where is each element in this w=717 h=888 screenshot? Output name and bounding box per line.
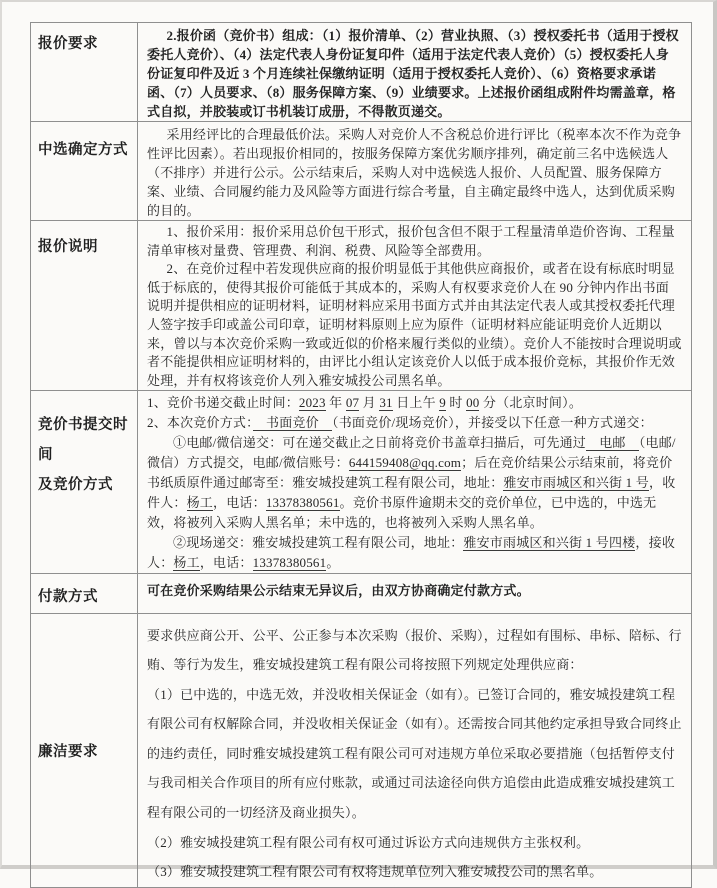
text-run: ，电话：	[199, 554, 253, 570]
row-header-label: 报价说明	[38, 239, 98, 255]
text-run: 。	[326, 554, 340, 570]
underlined-value: 9	[439, 395, 446, 411]
text-run: ，电话：	[213, 494, 266, 510]
paragraph	[147, 393, 682, 413]
paragraph	[147, 828, 682, 858]
row-header-cell	[31, 573, 138, 613]
text-run: 月	[359, 395, 380, 411]
underlined-value: 书面竞价	[252, 415, 333, 431]
text-run: 1、竞价书递交截止时间：	[147, 395, 299, 411]
table-row	[31, 221, 692, 391]
text-run: 2、在竞价过程中若发现供应商的报价明显低于其他供应商报价，或者在设有标底时明显低于标底的，使得其报价可能低于其成本的，采购人有权要求竞价人在 90 分钟内作出书面说明并提供相应的证明材料，证明材料应采用书面方式并由其法定代表人或其授权委托代理人签字按手印或盖公司印章，证明材料原则上应为原件（证明材料应能证明竞价人近期以来，曾以与本次竞价采购一致或近似的价格来履行类似的业绩）。竞价人不能按时合理说明或者不能提供相应证明材料的，由评比小组认定该竞价人以低于成本报价竞标，其报价作无效处理，并有权将该竞价人列入雅安城投公司黑名单。	[147, 261, 682, 388]
row-content-cell	[138, 23, 692, 122]
row-header-label: 竞价书提交时间	[38, 417, 128, 464]
paragraph	[147, 433, 682, 533]
table-row	[31, 23, 692, 122]
text-run: （3）雅安城投建筑工程有限公司有权将违规单位列入雅安城投公司的黑名单。	[147, 864, 603, 880]
underlined-value: 644159408@qq.com	[348, 455, 462, 471]
text-run: ；后在竞价结果公示结束前，将竞价书纸质原件通过邮寄至：雅安城投建筑工程有限公司，地址：	[147, 455, 673, 490]
row-header-label: 廉洁要求	[38, 743, 98, 760]
paragraph	[147, 857, 682, 887]
text-run: 2、本次竞价方式：	[147, 415, 253, 431]
row-content-cell	[138, 613, 692, 887]
row-content-cell	[138, 221, 692, 391]
row-header-label: 报价要求	[38, 36, 98, 52]
underlined-value: 杨工	[186, 494, 214, 510]
row-header-cell	[31, 221, 138, 391]
paragraph	[147, 26, 682, 121]
paragraph	[147, 413, 682, 433]
text-run: （2）雅安城投建筑工程有限公司有权可通过诉讼方式向违规供方主张权利。	[147, 834, 590, 850]
underlined-value: 雅安市雨城区和兴街 1 号	[503, 474, 650, 490]
underlined-value: 雅安市雨城区和兴街 1 号四楼	[463, 534, 636, 550]
text-run: （书面竞价/现场竞价），并接受以下任意一种方式递交：	[332, 415, 653, 431]
paragraph	[147, 125, 682, 220]
text-run: 分（北京时间）。	[479, 395, 583, 411]
row-header-cell	[31, 613, 138, 887]
row-header-label: 及竞价方式	[38, 477, 113, 494]
procurement-terms-table	[30, 22, 692, 888]
underlined-value: 杨工	[173, 554, 200, 570]
text-run: 2.报价函（竞价书）组成：（1）报价清单、（2）营业执照、（3）授权委托书（适用于授权委托人竞价）、（4）法定代表人身份证复印件（适用于法定代表人竞价）（5）授权委托人身份证复印件及近 3 个月连续社保缴纳证明（适用于授权委托人竞价）、（6）资格要求承诺函、（7）人员要求、（8）服务保障方案、（9）业绩要求。上述报价函组成附件均需盖章，格式自拟，并胶装或订书机装订成册，不得散页递交。	[147, 28, 679, 119]
underlined-value: 13378380561	[265, 494, 340, 510]
row-header-cell	[31, 122, 138, 221]
underlined-value: 00	[466, 395, 480, 411]
text-run: 年	[325, 395, 346, 411]
row-header-label: 付款方式	[38, 588, 98, 605]
text-run: 。竞价书原件逾期未交的竞价单位，已中选的，中选无效，将被列入采购人黑名单；未中选的，也将被列入采购人黑名单。	[147, 494, 657, 530]
row-header-cell	[31, 391, 138, 573]
row-content-cell	[138, 122, 692, 221]
text-run: 采用经评比的合理最低价法。采购人对竞价人不含税总价进行评比（税率本次不作为竞争性评比因素）。若出现报价相同的，按服务保障方案优劣顺序排列，确定前三名中选候选人（不排序）并进行公示。公示结束后，采购人对中选候选人报价、人员配置、服务保障方案、业绩、合同履约能力及风险等方面进行综合考量，自主确定最终中选人，达到优质采购的目的。	[147, 127, 682, 218]
paragraph	[147, 680, 682, 828]
paragraph	[147, 223, 682, 260]
procurement-terms-table-body	[31, 23, 692, 888]
text-run: （1）已中选的，中选无效，并没收相关保证金（如有）。已签订合同的，雅安城投建筑工程有限公司有权解除合同，并没收相关保证金（如有）。还需按合同其他约定承担导致合同终止的违约责任，同时雅安城投建筑工程有限公司可对违规方单位采取必要措施（包括暂停支付与我司相关合作项目的所有应付账款，或通过司法途径向供方追偿由此造成雅安城投建筑工程有限公司的一切经济及商业损失）。	[147, 686, 682, 821]
text-run: （电邮/微信）方式提交，电邮/微信账号：	[147, 435, 676, 471]
underlined-value: 电邮	[586, 435, 639, 451]
underlined-value: 2023	[298, 395, 326, 411]
underlined-value: 13378380561	[252, 554, 327, 570]
row-content-cell	[138, 573, 692, 613]
row-header-label: 中选确定方式	[38, 142, 128, 158]
paragraph	[147, 621, 682, 680]
text-run: ②现场递交：雅安城投建筑工程有限公司，地址：	[173, 534, 464, 550]
paragraph	[147, 533, 682, 573]
row-content-cell	[138, 391, 692, 573]
table-row	[31, 613, 692, 887]
table-row	[31, 122, 692, 221]
text-run: ，接收人：	[147, 534, 676, 570]
paragraph	[147, 581, 682, 600]
table-row	[31, 573, 692, 613]
text-run: 时	[445, 395, 467, 411]
text-run: 1、报价采用：报价采用总价包干形式，报价包含但不限于工程量清单造价咨询、工程量清单审核对量费、管理费、利润、税费、风险等全部费用。	[147, 224, 675, 258]
row-header-cell	[31, 23, 138, 122]
text-run: 日上午	[392, 395, 440, 411]
table-row	[31, 391, 692, 573]
text-run: 要求供应商公开、公平、公正参与本次采购（报价、采购），过程如有围标、串标、陪标、行贿、等行为发生，雅安城投建筑工程有限公司将按照下列规定处理供应商：	[147, 627, 682, 673]
paragraph	[147, 260, 682, 390]
underlined-value: 31	[379, 395, 393, 411]
text-run: ①电邮/微信递交：可在递交截止之日前将竞价书盖章扫描后，可先通过	[173, 435, 587, 451]
text-run: 可在竞价采购结果公示结束无异议后，由双方协商确定付款方式。	[147, 582, 530, 598]
text-run: ，收件人：	[147, 474, 676, 510]
underlined-value: 07	[345, 395, 360, 411]
